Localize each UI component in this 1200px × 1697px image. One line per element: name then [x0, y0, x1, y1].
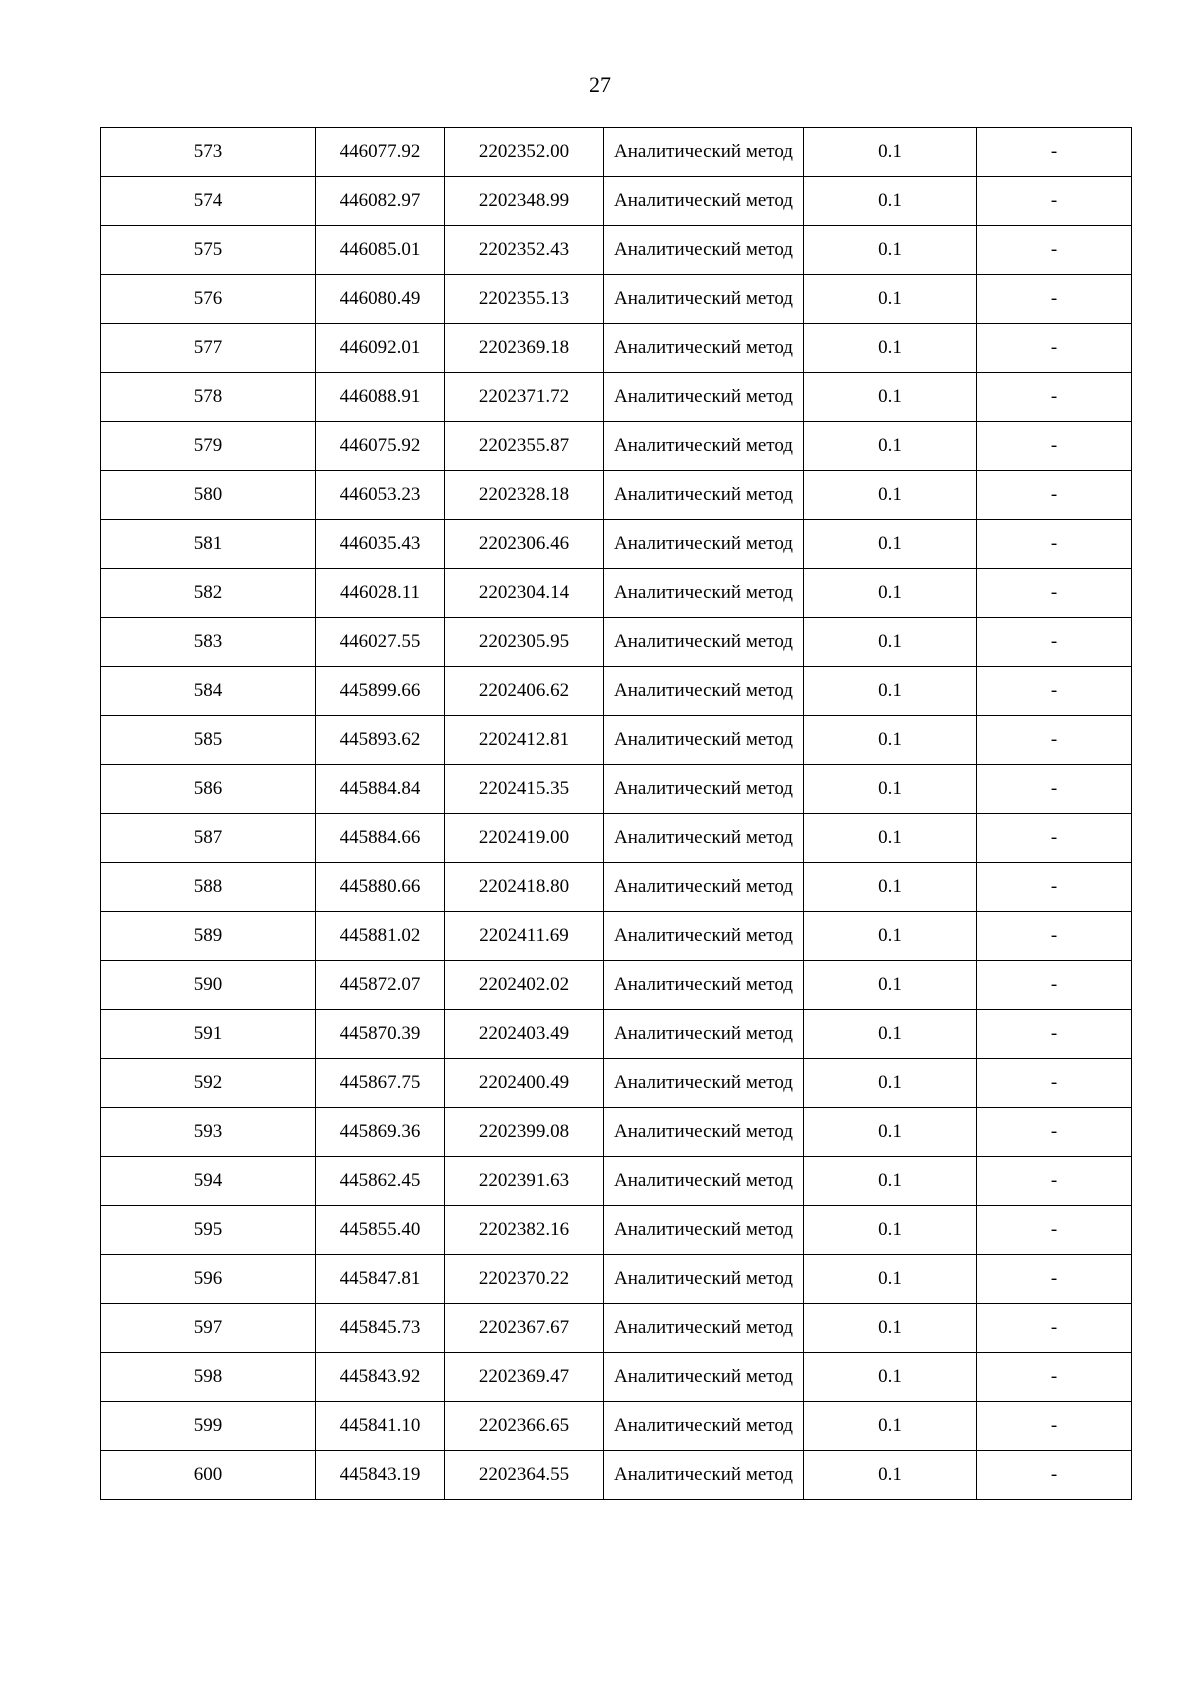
point-number-cell: 597: [101, 1304, 316, 1353]
y-coordinate-cell: 2202364.55: [445, 1451, 604, 1500]
note-cell: -: [977, 1010, 1132, 1059]
x-coordinate-cell: 445884.66: [316, 814, 445, 863]
note-cell: -: [977, 863, 1132, 912]
accuracy-cell: 0.1: [804, 324, 977, 373]
table-row: [101, 1353, 1132, 1402]
coordinates-table-body: [101, 128, 1132, 1500]
point-number-cell: 600: [101, 1451, 316, 1500]
point-number-cell: 596: [101, 1255, 316, 1304]
table-row: [101, 814, 1132, 863]
note-cell: -: [977, 1304, 1132, 1353]
x-coordinate-cell: 445845.73: [316, 1304, 445, 1353]
note-cell: -: [977, 667, 1132, 716]
method-cell: Аналитический метод: [604, 716, 804, 765]
table-row: [101, 373, 1132, 422]
accuracy-cell: 0.1: [804, 471, 977, 520]
x-coordinate-cell: 445843.19: [316, 1451, 445, 1500]
point-number-cell: 595: [101, 1206, 316, 1255]
table-row: [101, 1255, 1132, 1304]
accuracy-cell: 0.1: [804, 961, 977, 1010]
table-row: [101, 1451, 1132, 1500]
table-row: [101, 1157, 1132, 1206]
accuracy-cell: 0.1: [804, 912, 977, 961]
x-coordinate-cell: 446035.43: [316, 520, 445, 569]
point-number-cell: 575: [101, 226, 316, 275]
point-number-cell: 576: [101, 275, 316, 324]
y-coordinate-cell: 2202328.18: [445, 471, 604, 520]
method-cell: Аналитический метод: [604, 814, 804, 863]
point-number-cell: 582: [101, 569, 316, 618]
note-cell: -: [977, 373, 1132, 422]
table-row: [101, 520, 1132, 569]
x-coordinate-cell: 445862.45: [316, 1157, 445, 1206]
y-coordinate-cell: 2202355.87: [445, 422, 604, 471]
point-number-cell: 588: [101, 863, 316, 912]
y-coordinate-cell: 2202411.69: [445, 912, 604, 961]
method-cell: Аналитический метод: [604, 177, 804, 226]
x-coordinate-cell: 445855.40: [316, 1206, 445, 1255]
note-cell: -: [977, 1402, 1132, 1451]
accuracy-cell: 0.1: [804, 1304, 977, 1353]
method-cell: Аналитический метод: [604, 520, 804, 569]
method-cell: Аналитический метод: [604, 1206, 804, 1255]
note-cell: -: [977, 618, 1132, 667]
y-coordinate-cell: 2202370.22: [445, 1255, 604, 1304]
note-cell: -: [977, 912, 1132, 961]
table-row: [101, 1304, 1132, 1353]
note-cell: -: [977, 1451, 1132, 1500]
accuracy-cell: 0.1: [804, 1010, 977, 1059]
x-coordinate-cell: 446053.23: [316, 471, 445, 520]
accuracy-cell: 0.1: [804, 863, 977, 912]
accuracy-cell: 0.1: [804, 569, 977, 618]
point-number-cell: 591: [101, 1010, 316, 1059]
table-row: [101, 618, 1132, 667]
point-number-cell: 580: [101, 471, 316, 520]
coordinates-table: [100, 127, 1132, 1500]
accuracy-cell: 0.1: [804, 1255, 977, 1304]
x-coordinate-cell: 446027.55: [316, 618, 445, 667]
method-cell: Аналитический метод: [604, 226, 804, 275]
note-cell: -: [977, 1059, 1132, 1108]
table-row: [101, 324, 1132, 373]
point-number-cell: 589: [101, 912, 316, 961]
point-number-cell: 579: [101, 422, 316, 471]
page-number: 27: [589, 72, 611, 97]
accuracy-cell: 0.1: [804, 275, 977, 324]
y-coordinate-cell: 2202348.99: [445, 177, 604, 226]
point-number-cell: 587: [101, 814, 316, 863]
method-cell: Аналитический метод: [604, 912, 804, 961]
y-coordinate-cell: 2202366.65: [445, 1402, 604, 1451]
table-row: [101, 863, 1132, 912]
x-coordinate-cell: 445869.36: [316, 1108, 445, 1157]
note-cell: -: [977, 765, 1132, 814]
x-coordinate-cell: 446082.97: [316, 177, 445, 226]
table-row: [101, 1010, 1132, 1059]
accuracy-cell: 0.1: [804, 667, 977, 716]
table-row: [101, 765, 1132, 814]
method-cell: Аналитический метод: [604, 1451, 804, 1500]
x-coordinate-cell: 446092.01: [316, 324, 445, 373]
y-coordinate-cell: 2202369.47: [445, 1353, 604, 1402]
x-coordinate-cell: 445870.39: [316, 1010, 445, 1059]
x-coordinate-cell: 445881.02: [316, 912, 445, 961]
y-coordinate-cell: 2202355.13: [445, 275, 604, 324]
table-row: [101, 716, 1132, 765]
method-cell: Аналитический метод: [604, 324, 804, 373]
table-row: [101, 471, 1132, 520]
table-row: [101, 226, 1132, 275]
x-coordinate-cell: 446028.11: [316, 569, 445, 618]
x-coordinate-cell: 445841.10: [316, 1402, 445, 1451]
y-coordinate-cell: 2202419.00: [445, 814, 604, 863]
method-cell: Аналитический метод: [604, 1402, 804, 1451]
note-cell: -: [977, 226, 1132, 275]
method-cell: Аналитический метод: [604, 667, 804, 716]
y-coordinate-cell: 2202402.02: [445, 961, 604, 1010]
point-number-cell: 599: [101, 1402, 316, 1451]
y-coordinate-cell: 2202306.46: [445, 520, 604, 569]
accuracy-cell: 0.1: [804, 177, 977, 226]
method-cell: Аналитический метод: [604, 961, 804, 1010]
method-cell: Аналитический метод: [604, 765, 804, 814]
y-coordinate-cell: 2202371.72: [445, 373, 604, 422]
x-coordinate-cell: 445847.81: [316, 1255, 445, 1304]
accuracy-cell: 0.1: [804, 618, 977, 667]
x-coordinate-cell: 446075.92: [316, 422, 445, 471]
table-row: [101, 569, 1132, 618]
method-cell: Аналитический метод: [604, 128, 804, 177]
accuracy-cell: 0.1: [804, 1451, 977, 1500]
y-coordinate-cell: 2202415.35: [445, 765, 604, 814]
accuracy-cell: 0.1: [804, 814, 977, 863]
method-cell: Аналитический метод: [604, 373, 804, 422]
y-coordinate-cell: 2202403.49: [445, 1010, 604, 1059]
note-cell: -: [977, 422, 1132, 471]
note-cell: -: [977, 1108, 1132, 1157]
point-number-cell: 581: [101, 520, 316, 569]
note-cell: -: [977, 961, 1132, 1010]
table-row: [101, 667, 1132, 716]
method-cell: Аналитический метод: [604, 863, 804, 912]
note-cell: -: [977, 1353, 1132, 1402]
x-coordinate-cell: 445899.66: [316, 667, 445, 716]
accuracy-cell: 0.1: [804, 1157, 977, 1206]
point-number-cell: 598: [101, 1353, 316, 1402]
y-coordinate-cell: 2202367.67: [445, 1304, 604, 1353]
x-coordinate-cell: 445843.92: [316, 1353, 445, 1402]
x-coordinate-cell: 445884.84: [316, 765, 445, 814]
y-coordinate-cell: 2202305.95: [445, 618, 604, 667]
x-coordinate-cell: 446085.01: [316, 226, 445, 275]
table-row: [101, 177, 1132, 226]
point-number-cell: 585: [101, 716, 316, 765]
method-cell: Аналитический метод: [604, 471, 804, 520]
x-coordinate-cell: 445872.07: [316, 961, 445, 1010]
method-cell: Аналитический метод: [604, 1059, 804, 1108]
note-cell: -: [977, 569, 1132, 618]
point-number-cell: 594: [101, 1157, 316, 1206]
accuracy-cell: 0.1: [804, 716, 977, 765]
y-coordinate-cell: 2202352.43: [445, 226, 604, 275]
accuracy-cell: 0.1: [804, 1108, 977, 1157]
note-cell: -: [977, 716, 1132, 765]
x-coordinate-cell: 445867.75: [316, 1059, 445, 1108]
x-coordinate-cell: 445880.66: [316, 863, 445, 912]
table-row: [101, 1059, 1132, 1108]
method-cell: Аналитический метод: [604, 422, 804, 471]
note-cell: -: [977, 1157, 1132, 1206]
note-cell: -: [977, 1255, 1132, 1304]
accuracy-cell: 0.1: [804, 765, 977, 814]
table-row: [101, 128, 1132, 177]
y-coordinate-cell: 2202352.00: [445, 128, 604, 177]
y-coordinate-cell: 2202369.18: [445, 324, 604, 373]
note-cell: -: [977, 471, 1132, 520]
method-cell: Аналитический метод: [604, 618, 804, 667]
point-number-cell: 592: [101, 1059, 316, 1108]
method-cell: Аналитический метод: [604, 569, 804, 618]
note-cell: -: [977, 128, 1132, 177]
table-row: [101, 961, 1132, 1010]
accuracy-cell: 0.1: [804, 1059, 977, 1108]
note-cell: -: [977, 520, 1132, 569]
method-cell: Аналитический метод: [604, 1108, 804, 1157]
x-coordinate-cell: 446080.49: [316, 275, 445, 324]
point-number-cell: 574: [101, 177, 316, 226]
accuracy-cell: 0.1: [804, 520, 977, 569]
point-number-cell: 586: [101, 765, 316, 814]
x-coordinate-cell: 446088.91: [316, 373, 445, 422]
point-number-cell: 578: [101, 373, 316, 422]
method-cell: Аналитический метод: [604, 1304, 804, 1353]
y-coordinate-cell: 2202400.49: [445, 1059, 604, 1108]
table-row: [101, 1402, 1132, 1451]
point-number-cell: 577: [101, 324, 316, 373]
method-cell: Аналитический метод: [604, 1353, 804, 1402]
y-coordinate-cell: 2202304.14: [445, 569, 604, 618]
point-number-cell: 583: [101, 618, 316, 667]
accuracy-cell: 0.1: [804, 1402, 977, 1451]
note-cell: -: [977, 814, 1132, 863]
point-number-cell: 584: [101, 667, 316, 716]
point-number-cell: 593: [101, 1108, 316, 1157]
table-row: [101, 422, 1132, 471]
table-row: [101, 1108, 1132, 1157]
y-coordinate-cell: 2202418.80: [445, 863, 604, 912]
accuracy-cell: 0.1: [804, 1353, 977, 1402]
method-cell: Аналитический метод: [604, 1157, 804, 1206]
method-cell: Аналитический метод: [604, 1010, 804, 1059]
x-coordinate-cell: 446077.92: [316, 128, 445, 177]
table-row: [101, 1206, 1132, 1255]
note-cell: -: [977, 324, 1132, 373]
point-number-cell: 590: [101, 961, 316, 1010]
table-row: [101, 275, 1132, 324]
y-coordinate-cell: 2202399.08: [445, 1108, 604, 1157]
method-cell: Аналитический метод: [604, 275, 804, 324]
x-coordinate-cell: 445893.62: [316, 716, 445, 765]
y-coordinate-cell: 2202391.63: [445, 1157, 604, 1206]
y-coordinate-cell: 2202406.62: [445, 667, 604, 716]
y-coordinate-cell: 2202382.16: [445, 1206, 604, 1255]
method-cell: Аналитический метод: [604, 1255, 804, 1304]
note-cell: -: [977, 177, 1132, 226]
accuracy-cell: 0.1: [804, 128, 977, 177]
accuracy-cell: 0.1: [804, 422, 977, 471]
y-coordinate-cell: 2202412.81: [445, 716, 604, 765]
note-cell: -: [977, 275, 1132, 324]
table-row: [101, 912, 1132, 961]
accuracy-cell: 0.1: [804, 226, 977, 275]
accuracy-cell: 0.1: [804, 373, 977, 422]
point-number-cell: 573: [101, 128, 316, 177]
note-cell: -: [977, 1206, 1132, 1255]
accuracy-cell: 0.1: [804, 1206, 977, 1255]
